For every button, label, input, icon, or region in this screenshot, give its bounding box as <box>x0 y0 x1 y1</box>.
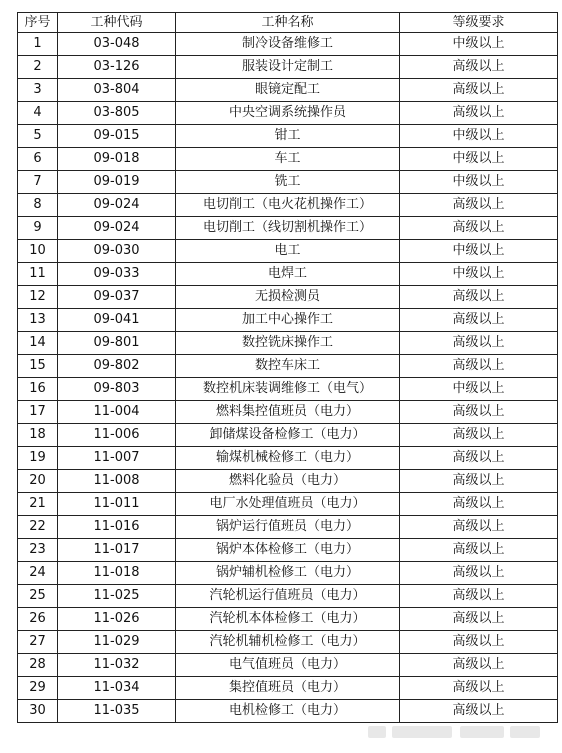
table-row <box>18 516 558 539</box>
cell-level: 高级以上 <box>400 424 558 447</box>
cell-code: 09-801 <box>58 332 176 355</box>
table-row <box>18 493 558 516</box>
cell-no: 2 <box>18 56 58 79</box>
cell-level: 高级以上 <box>400 608 558 631</box>
table-row <box>18 125 558 148</box>
cell-name: 数控机床装调维修工（电气） <box>176 378 400 401</box>
cell-no: 27 <box>18 631 58 654</box>
cell-level: 高级以上 <box>400 493 558 516</box>
cell-name: 加工中心操作工 <box>176 309 400 332</box>
cell-level: 高级以上 <box>400 79 558 102</box>
cell-name: 卸储煤设备检修工（电力） <box>176 424 400 447</box>
header-level: 等级要求 <box>400 13 558 33</box>
cell-no: 23 <box>18 539 58 562</box>
cell-level: 高级以上 <box>400 194 558 217</box>
cell-no: 17 <box>18 401 58 424</box>
cell-name: 中央空调系统操作员 <box>176 102 400 125</box>
cell-level: 中级以上 <box>400 33 558 56</box>
cell-no: 24 <box>18 562 58 585</box>
cell-name: 汽轮机运行值班员（电力） <box>176 585 400 608</box>
cell-name: 锅炉辅机检修工（电力） <box>176 562 400 585</box>
table-row <box>18 677 558 700</box>
table-row <box>18 263 558 286</box>
cell-no: 19 <box>18 447 58 470</box>
cell-name: 数控铣床操作工 <box>176 332 400 355</box>
cell-code: 09-037 <box>58 286 176 309</box>
cell-no: 15 <box>18 355 58 378</box>
cell-level: 中级以上 <box>400 240 558 263</box>
cell-code: 11-029 <box>58 631 176 654</box>
cell-level: 高级以上 <box>400 677 558 700</box>
table-row <box>18 240 558 263</box>
table-row <box>18 79 558 102</box>
cell-no: 22 <box>18 516 58 539</box>
cell-code: 11-011 <box>58 493 176 516</box>
cell-no: 30 <box>18 700 58 723</box>
cell-level: 中级以上 <box>400 148 558 171</box>
cell-code: 09-803 <box>58 378 176 401</box>
cell-name: 锅炉本体检修工（电力） <box>176 539 400 562</box>
cell-no: 21 <box>18 493 58 516</box>
header-no: 序号 <box>18 13 58 33</box>
table-header <box>18 13 558 33</box>
cell-name: 制冷设备维修工 <box>176 33 400 56</box>
cell-level: 高级以上 <box>400 700 558 723</box>
cell-code: 11-035 <box>58 700 176 723</box>
cell-name: 电机检修工（电力） <box>176 700 400 723</box>
cell-name: 燃料化验员（电力） <box>176 470 400 493</box>
job-requirements-table <box>17 12 558 723</box>
cell-level: 高级以上 <box>400 470 558 493</box>
header-row <box>18 13 558 33</box>
table-row <box>18 447 558 470</box>
cell-name: 电工 <box>176 240 400 263</box>
cell-code: 11-018 <box>58 562 176 585</box>
table-row <box>18 401 558 424</box>
table-row <box>18 33 558 56</box>
cell-code: 03-805 <box>58 102 176 125</box>
cell-code: 09-030 <box>58 240 176 263</box>
cell-level: 中级以上 <box>400 378 558 401</box>
cell-name: 电切削工（线切割机操作工） <box>176 217 400 240</box>
table-row <box>18 355 558 378</box>
table-row <box>18 148 558 171</box>
table-row <box>18 700 558 723</box>
cell-level: 高级以上 <box>400 562 558 585</box>
cell-level: 中级以上 <box>400 171 558 194</box>
cell-code: 11-007 <box>58 447 176 470</box>
table-row <box>18 56 558 79</box>
cell-level: 高级以上 <box>400 286 558 309</box>
cell-code: 03-804 <box>58 79 176 102</box>
table-row <box>18 332 558 355</box>
cell-code: 11-016 <box>58 516 176 539</box>
table-row <box>18 378 558 401</box>
table-row <box>18 470 558 493</box>
cell-name: 服装设计定制工 <box>176 56 400 79</box>
cell-name: 车工 <box>176 148 400 171</box>
cell-level: 高级以上 <box>400 401 558 424</box>
table-row <box>18 424 558 447</box>
cell-no: 29 <box>18 677 58 700</box>
cell-code: 11-025 <box>58 585 176 608</box>
cell-no: 8 <box>18 194 58 217</box>
table-row <box>18 309 558 332</box>
cell-level: 高级以上 <box>400 516 558 539</box>
cell-no: 6 <box>18 148 58 171</box>
cell-code: 11-026 <box>58 608 176 631</box>
cell-level: 高级以上 <box>400 217 558 240</box>
cell-no: 7 <box>18 171 58 194</box>
cell-name: 眼镜定配工 <box>176 79 400 102</box>
cell-name: 集控值班员（电力） <box>176 677 400 700</box>
cell-code: 03-126 <box>58 56 176 79</box>
cell-level: 高级以上 <box>400 309 558 332</box>
header-name: 工种名称 <box>176 13 400 33</box>
cell-code: 09-024 <box>58 194 176 217</box>
cell-no: 26 <box>18 608 58 631</box>
cell-code: 09-802 <box>58 355 176 378</box>
table-row <box>18 286 558 309</box>
cell-code: 03-048 <box>58 33 176 56</box>
header-code: 工种代码 <box>58 13 176 33</box>
cell-name: 锅炉运行值班员（电力） <box>176 516 400 539</box>
cell-code: 11-008 <box>58 470 176 493</box>
cell-no: 3 <box>18 79 58 102</box>
cell-level: 高级以上 <box>400 56 558 79</box>
cell-level: 高级以上 <box>400 332 558 355</box>
cell-no: 9 <box>18 217 58 240</box>
table-row <box>18 539 558 562</box>
cell-name: 铣工 <box>176 171 400 194</box>
cell-no: 5 <box>18 125 58 148</box>
cell-no: 16 <box>18 378 58 401</box>
cell-no: 18 <box>18 424 58 447</box>
cell-no: 12 <box>18 286 58 309</box>
cell-code: 09-024 <box>58 217 176 240</box>
cell-level: 高级以上 <box>400 631 558 654</box>
cell-name: 汽轮机辅机检修工（电力） <box>176 631 400 654</box>
cell-code: 11-006 <box>58 424 176 447</box>
cell-code: 09-019 <box>58 171 176 194</box>
cell-name: 无损检测员 <box>176 286 400 309</box>
cell-level: 中级以上 <box>400 263 558 286</box>
cell-no: 10 <box>18 240 58 263</box>
table-row <box>18 194 558 217</box>
cell-code: 09-041 <box>58 309 176 332</box>
cell-level: 中级以上 <box>400 125 558 148</box>
cell-name: 钳工 <box>176 125 400 148</box>
table-row <box>18 631 558 654</box>
cell-code: 09-018 <box>58 148 176 171</box>
cell-code: 09-015 <box>58 125 176 148</box>
table-row <box>18 102 558 125</box>
cell-no: 20 <box>18 470 58 493</box>
table-row <box>18 608 558 631</box>
cell-name: 汽轮机本体检修工（电力） <box>176 608 400 631</box>
cell-name: 输煤机械检修工（电力） <box>176 447 400 470</box>
table-row <box>18 562 558 585</box>
cell-level: 高级以上 <box>400 585 558 608</box>
cell-name: 燃料集控值班员（电力） <box>176 401 400 424</box>
cell-name: 电厂水处理值班员（电力） <box>176 493 400 516</box>
cell-name: 数控车床工 <box>176 355 400 378</box>
cell-code: 11-017 <box>58 539 176 562</box>
cell-code: 11-032 <box>58 654 176 677</box>
cell-no: 25 <box>18 585 58 608</box>
document-page <box>17 12 557 723</box>
table-row <box>18 585 558 608</box>
cell-code: 11-034 <box>58 677 176 700</box>
cell-code: 11-004 <box>58 401 176 424</box>
cell-name: 电切削工（电火花机操作工） <box>176 194 400 217</box>
table-row <box>18 171 558 194</box>
cell-level: 高级以上 <box>400 539 558 562</box>
cell-level: 高级以上 <box>400 355 558 378</box>
cell-code: 09-033 <box>58 263 176 286</box>
cell-no: 14 <box>18 332 58 355</box>
cell-level: 高级以上 <box>400 102 558 125</box>
cell-level: 高级以上 <box>400 654 558 677</box>
table-row <box>18 217 558 240</box>
cell-no: 11 <box>18 263 58 286</box>
cell-name: 电气值班员（电力） <box>176 654 400 677</box>
cell-no: 28 <box>18 654 58 677</box>
table-row <box>18 654 558 677</box>
table-body <box>18 33 558 723</box>
cell-name: 电焊工 <box>176 263 400 286</box>
cell-level: 高级以上 <box>400 447 558 470</box>
cell-no: 13 <box>18 309 58 332</box>
cell-no: 4 <box>18 102 58 125</box>
cell-no: 1 <box>18 33 58 56</box>
